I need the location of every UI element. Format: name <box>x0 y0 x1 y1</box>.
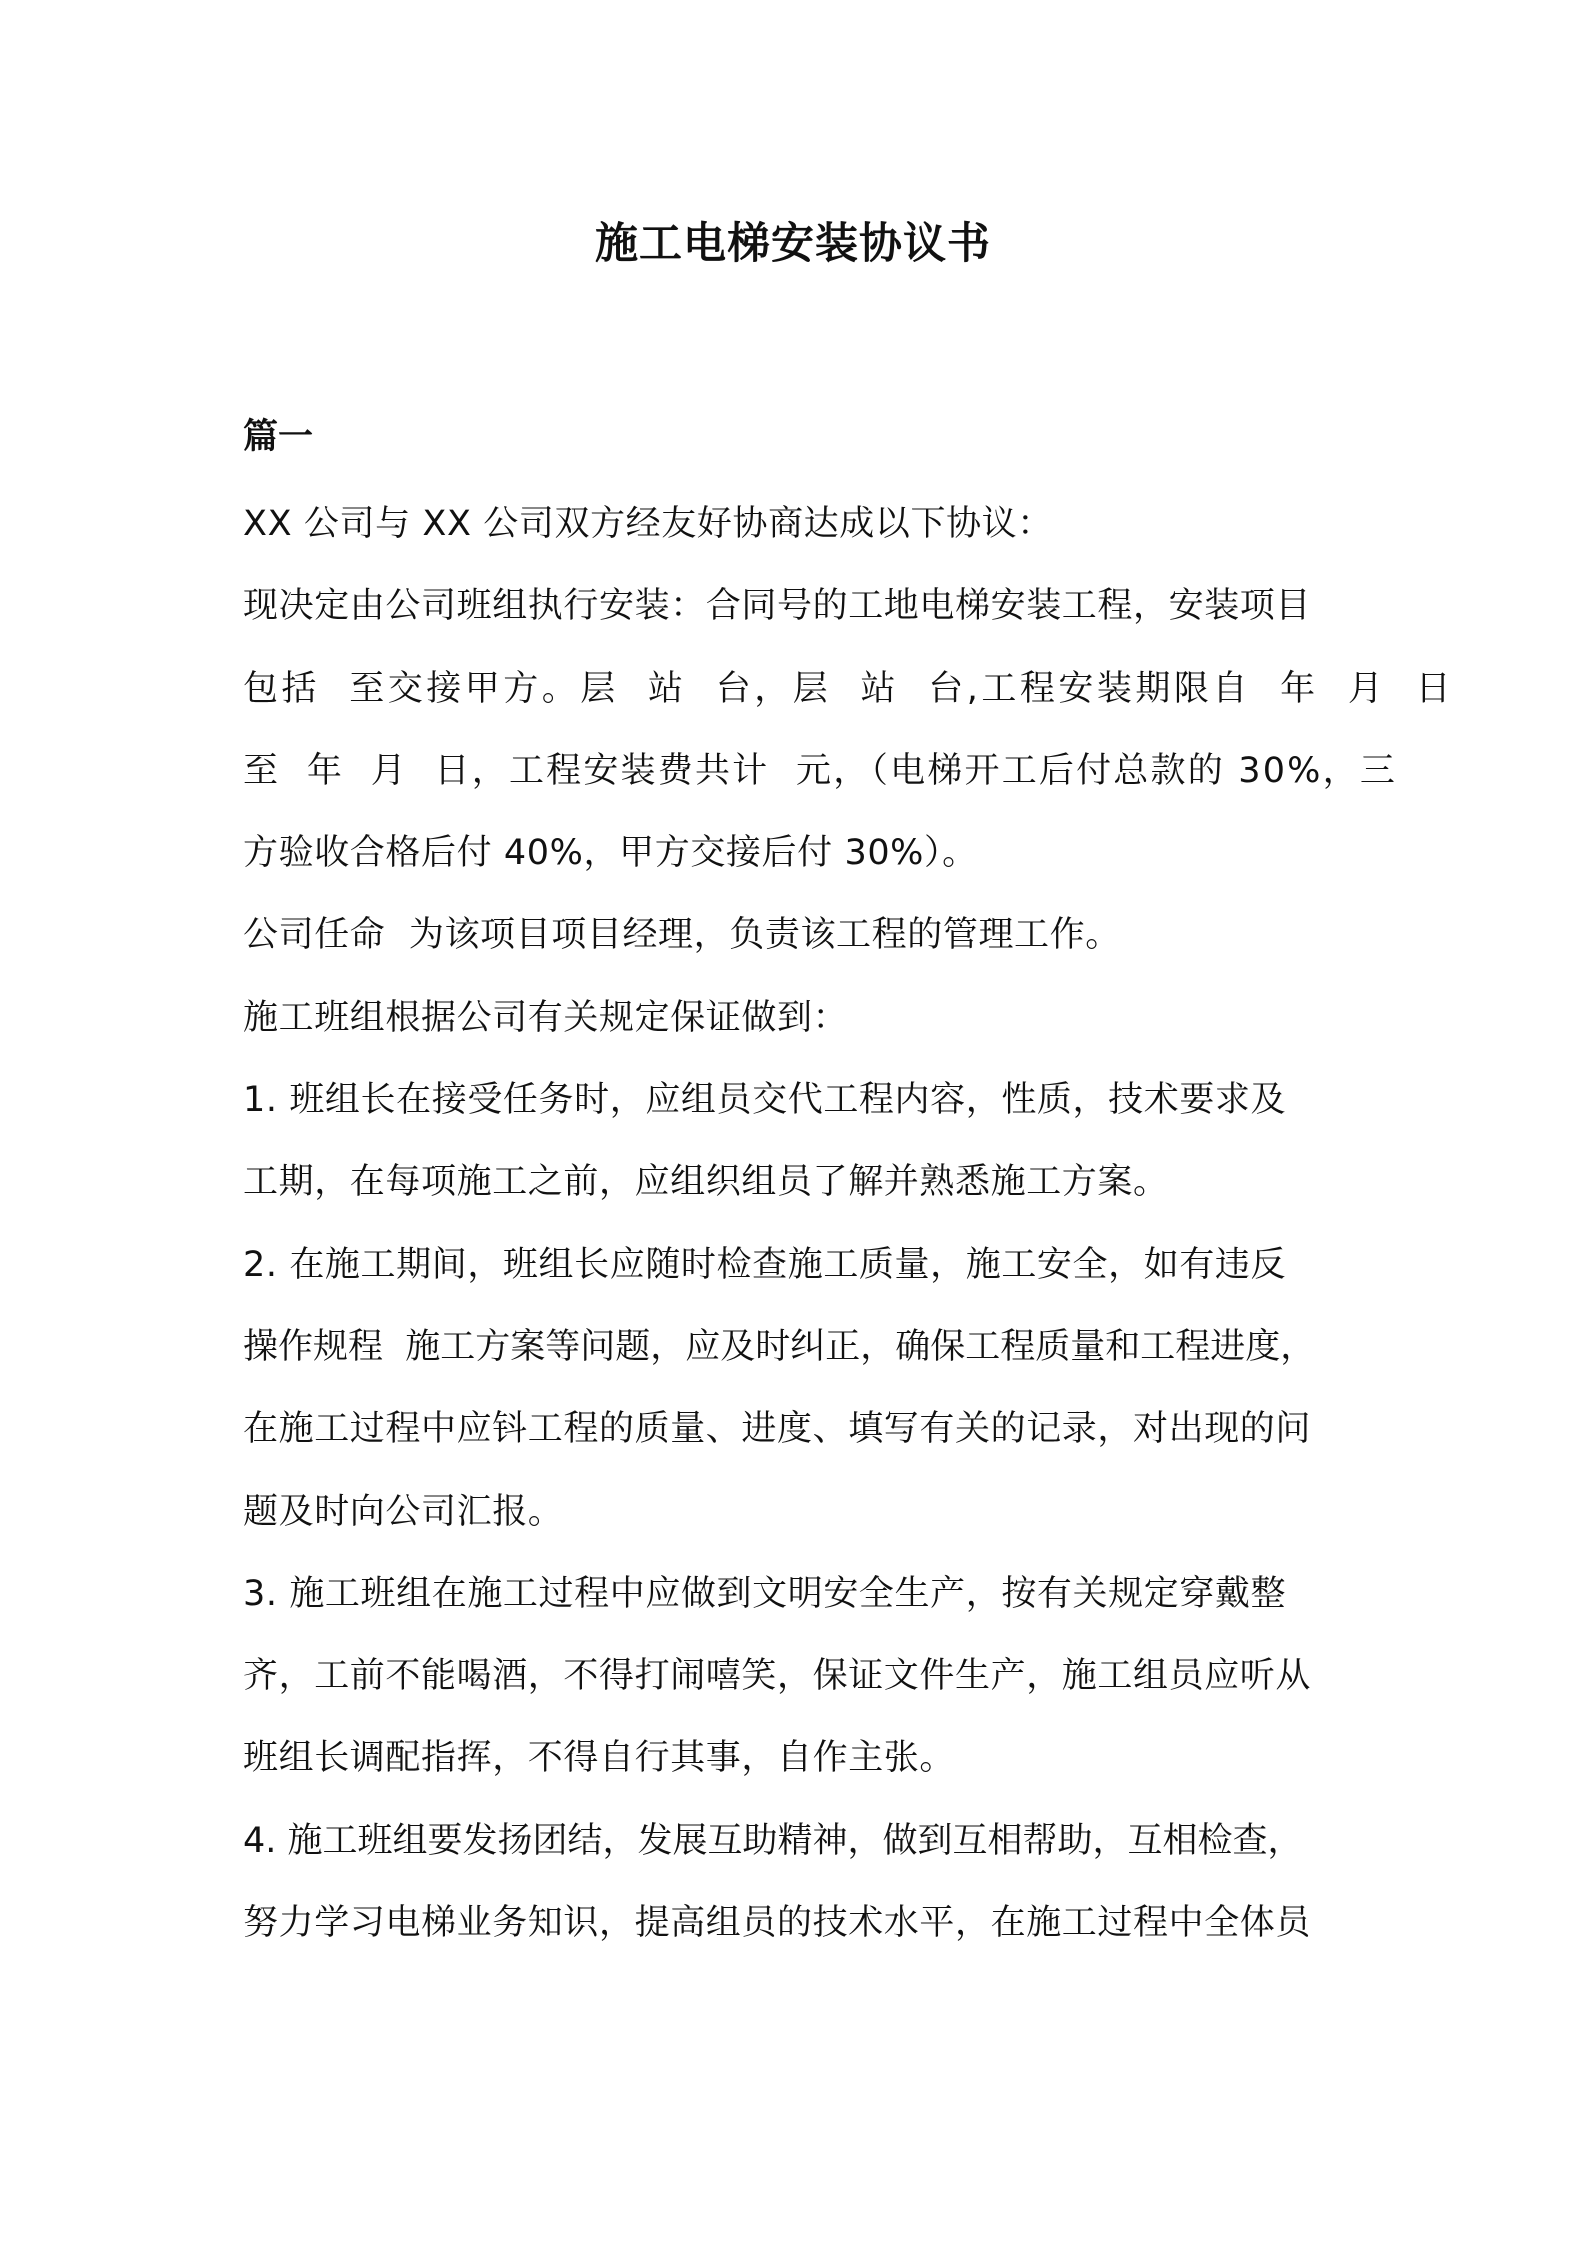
clause-4-line-1: 4. 施工班组要发扬团结，发展互助精神，做到互相帮助，互相检查， <box>243 1820 1303 1861</box>
document-body <box>243 496 1455 1977</box>
document-title: 施工电梯安装协议书 <box>595 219 991 269</box>
section-heading: 篇一 <box>243 417 314 457</box>
clause-2-line-3: 在施工过程中应钭工程的质量、进度、填写有关的记录，对出现的问 <box>243 1409 1312 1450</box>
clause-2-line-4: 题及时向公司汇报。 <box>243 1491 564 1532</box>
clause-2-line-1: 2. 在施工期间，班组长应随时检查施工质量，施工安全，如有违反 <box>243 1244 1287 1285</box>
clause-1-line-2: 工期，在每项施工之前，应组织组员了解并熟悉施工方案。 <box>243 1162 1169 1203</box>
body-line-opening: XX 公司与 XX 公司双方经友好协商达成以下协议： <box>243 504 1053 544</box>
clause-3-line-2: 齐，工前不能喝酒，不得打闹嘻笑，保证文件生产，施工组员应听从 <box>243 1656 1312 1697</box>
clause-2-line-2: 操作规程 施工方案等问题，应及时纠正，确保工程质量和工程进度， <box>243 1326 1316 1367</box>
clause-1-line-1: 1. 班组长在接受任务时，应组员交代工程内容，性质，技术要求及 <box>243 1080 1287 1121</box>
clause-3-line-1: 3. 施工班组在施工过程中应做到文明安全生产，按有关规定穿戴整 <box>243 1573 1287 1614</box>
body-line-decision: 现决定由公司班组执行安装：合同号的工地电梯安装工程，安装项目 <box>243 586 1312 627</box>
body-line-scope: 包括 至交接甲方。层 站 台，层 站 台,工程安装期限自 年 月 日 <box>243 668 1455 709</box>
body-line-payment: 方验收合格后付 40%，甲方交接后付 30%）。 <box>243 833 978 874</box>
body-line-fee: 至 年 月 日，工程安装费共计 元，（电梯开工后付总款的 30%，三 <box>243 750 1398 791</box>
clause-3-line-3: 班组长调配指挥，不得自行其事，自作主张。 <box>243 1738 956 1779</box>
clause-4-line-2: 努力学习电梯业务知识，提高组员的技术水平，在施工过程中全体员 <box>243 1903 1312 1944</box>
body-line-manager: 公司任命 为该项目项目经理，负责该工程的管理工作。 <box>243 915 1121 956</box>
body-line-guarantee: 施工班组根据公司有关规定保证做到： <box>243 997 849 1038</box>
